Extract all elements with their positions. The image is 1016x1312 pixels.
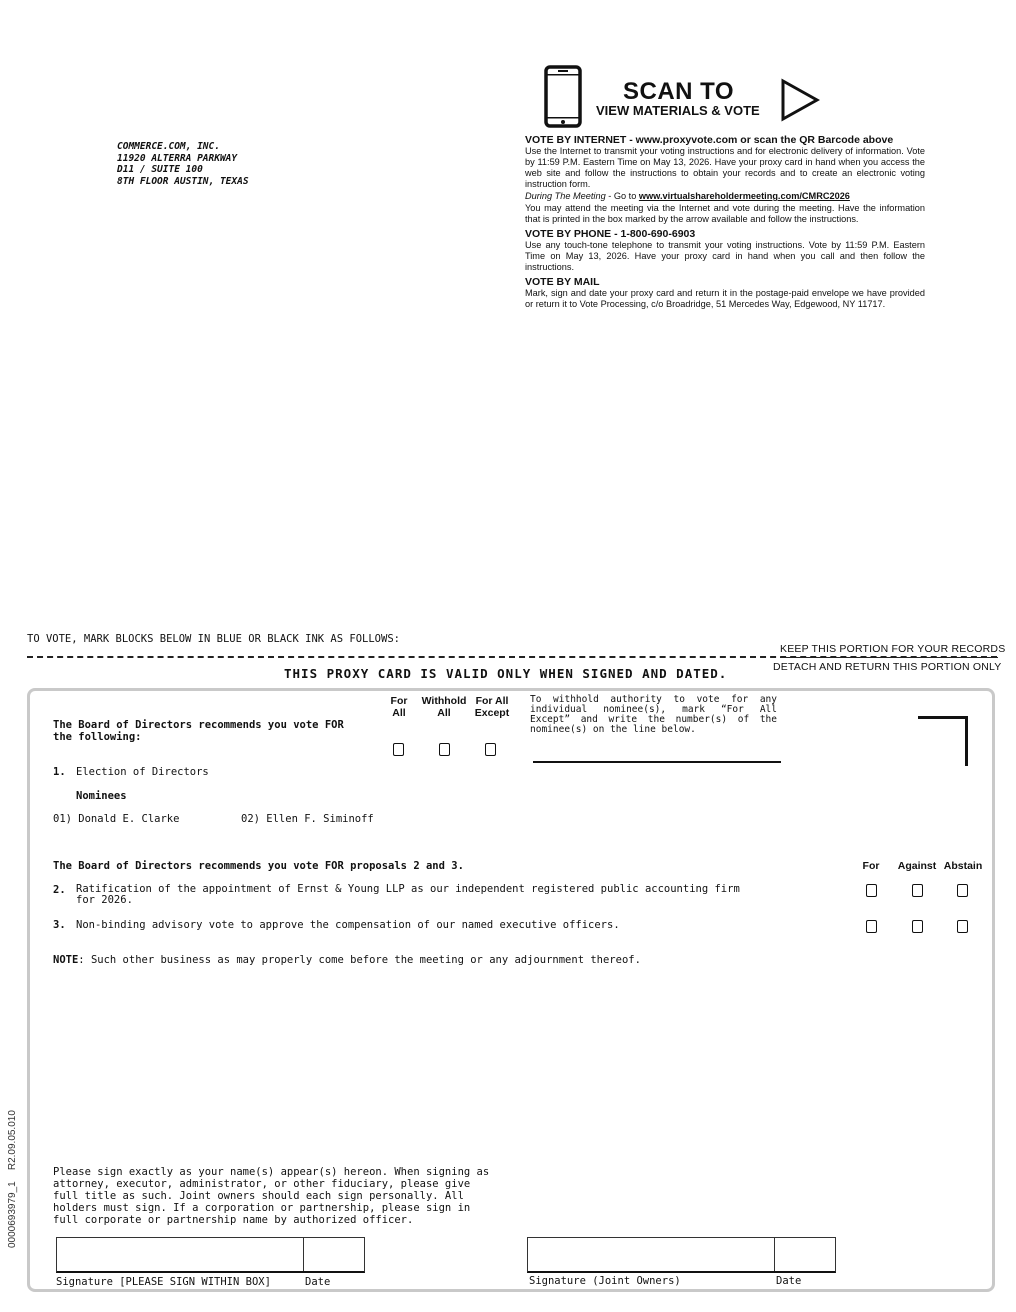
item1-number: 1. bbox=[53, 766, 66, 778]
internet-heading: VOTE BY INTERNET - www.proxyvote.com or scan the QR Barcode above bbox=[525, 134, 894, 146]
valid-notice: THIS PROXY CARD IS VALID ONLY WHEN SIGNED AND DATED. bbox=[284, 666, 728, 681]
joint-date-divider bbox=[774, 1237, 775, 1271]
corner-mark bbox=[918, 716, 968, 766]
to-vote-instruction: TO VOTE, MARK BLOCKS BELOW IN BLUE OR BLACK INK AS FOLLOWS: bbox=[27, 633, 400, 645]
item3-abstain-checkbox[interactable] bbox=[957, 920, 968, 933]
note-line bbox=[53, 954, 641, 966]
smartphone-icon bbox=[544, 65, 582, 128]
meeting-goto: - Go to bbox=[605, 191, 639, 201]
mail-text: Mark, sign and date your proxy card and return it in the postage-paid envelope we have provided or return it to Vote Processing, c/o Broadridge, 51 Mercedes Way, Edgewood, NY 11717. bbox=[525, 288, 925, 309]
company-line: 11920 ALTERRA PARKWAY bbox=[117, 152, 238, 164]
col-abstain: Abstain bbox=[943, 860, 983, 872]
joint-signature-box[interactable] bbox=[527, 1237, 836, 1273]
item2-for-checkbox[interactable] bbox=[866, 884, 877, 897]
item3-against-checkbox[interactable] bbox=[912, 920, 923, 933]
signature-label: Signature [PLEASE SIGN WITHIN BOX] bbox=[56, 1276, 271, 1288]
mail-heading: VOTE BY MAIL bbox=[525, 276, 600, 288]
signature-date-divider bbox=[303, 1237, 304, 1271]
item3-number: 3. bbox=[53, 919, 66, 931]
keep-underline bbox=[780, 657, 998, 658]
board-recommendation-2: The Board of Directors recommends you vote FOR proposals 2 and 3. bbox=[53, 860, 464, 872]
item2-number: 2. bbox=[53, 884, 66, 896]
play-arrow-icon bbox=[780, 78, 820, 122]
signing-instructions: Please sign exactly as your name(s) appear(s) hereon. When signing as attorney, executor, administrator, or other fiduciary, please give full title as such. Joint owners should each sign personally. All holders must sign. If a corporation or partnership, please sign in full corporate or partnership name by authorized officer. bbox=[53, 1166, 490, 1226]
item2-against-checkbox[interactable] bbox=[912, 884, 923, 897]
for-all-checkbox[interactable] bbox=[393, 743, 404, 756]
col-for-all-except: For All Except bbox=[474, 695, 510, 719]
note-text: : Such other business as may properly come before the meeting or any adjournment thereof. bbox=[78, 954, 641, 966]
nominees-label: Nominees bbox=[76, 790, 127, 802]
joint-date-label: Date bbox=[776, 1275, 802, 1287]
company-line: 8TH FLOOR AUSTIN, TEXAS bbox=[117, 175, 249, 187]
meeting-url-link[interactable]: www.virtualshareholdermeeting.com/CMRC2026 bbox=[638, 191, 850, 201]
joint-signature-label: Signature (Joint Owners) bbox=[529, 1275, 681, 1287]
item2-text: Ratification of the appointment of Ernst & Young LLP as our independent registered public accounting firm for 2026. bbox=[76, 883, 740, 906]
scan-title: SCAN TO bbox=[623, 78, 735, 105]
phone-text: Use any touch-tone telephone to transmit your voting instructions. Vote by 11:59 P.M. Eastern Time on May 13, 2026. Have your proxy card in hand when you call and then follow the instructions. bbox=[525, 240, 925, 272]
keep-portion-label: KEEP THIS PORTION FOR YOUR RECORDS bbox=[780, 643, 1006, 655]
internet-text: Use the Internet to transmit your voting instructions and for electronic delivery of information. Vote by 11:59 P.M. Eastern Time on May 13, 2026. Have your proxy card in hand when you access the web site and follow the instructions to obtain your records and to create an electronic voting instruction form. bbox=[525, 146, 925, 189]
date-label: Date bbox=[305, 1276, 331, 1288]
phone-heading: VOTE BY PHONE - 1-800-690-6903 bbox=[525, 228, 696, 240]
company-line: D11 / SUITE 100 bbox=[117, 164, 203, 175]
withhold-instruction: To withhold authority to vote for any individual nominee(s), mark “For All Except” and write the number(s) of the nominee(s) on the line below. bbox=[530, 694, 777, 735]
col-for: For bbox=[862, 860, 880, 872]
meeting-label: During The Meeting bbox=[525, 191, 606, 201]
item2-abstain-checkbox[interactable] bbox=[957, 884, 968, 897]
meeting-text: You may attend the meeting via the Internet and vote during the meeting. Have the information that is printed in the box marked by the arrow available and follow the instructions. bbox=[525, 203, 925, 224]
for-all-except-checkbox[interactable] bbox=[485, 743, 496, 756]
company-address bbox=[117, 141, 249, 187]
col-withhold-all: Withhold All bbox=[421, 695, 467, 719]
nominee-2: 02) Ellen F. Siminoff bbox=[241, 813, 374, 825]
nominee-number-line[interactable] bbox=[533, 761, 781, 763]
detach-portion-label: DETACH AND RETURN THIS PORTION ONLY bbox=[773, 661, 1002, 673]
document-code: 0000693979_1 R2.09.05.010 bbox=[7, 1110, 18, 1248]
nominee-1: 01) Donald E. Clarke bbox=[53, 813, 180, 825]
board-recommendation-1: The Board of Directors recommends you vote FOR the following: bbox=[53, 719, 344, 743]
col-against: Against bbox=[897, 860, 937, 872]
note-label: NOTE bbox=[53, 954, 79, 966]
col-for-all: For All bbox=[390, 695, 408, 719]
withhold-all-checkbox[interactable] bbox=[439, 743, 450, 756]
item3-for-checkbox[interactable] bbox=[866, 920, 877, 933]
item3-text: Non-binding advisory vote to approve the compensation of our named executive officers. bbox=[76, 919, 620, 931]
item1-text: Election of Directors bbox=[76, 766, 209, 778]
signature-box[interactable] bbox=[56, 1237, 365, 1273]
meeting-line bbox=[525, 191, 925, 201]
scan-subtitle: VIEW MATERIALS & VOTE bbox=[596, 103, 760, 118]
company-line: COMMERCE.COM, INC. bbox=[117, 141, 220, 152]
vote-instructions bbox=[525, 134, 925, 310]
